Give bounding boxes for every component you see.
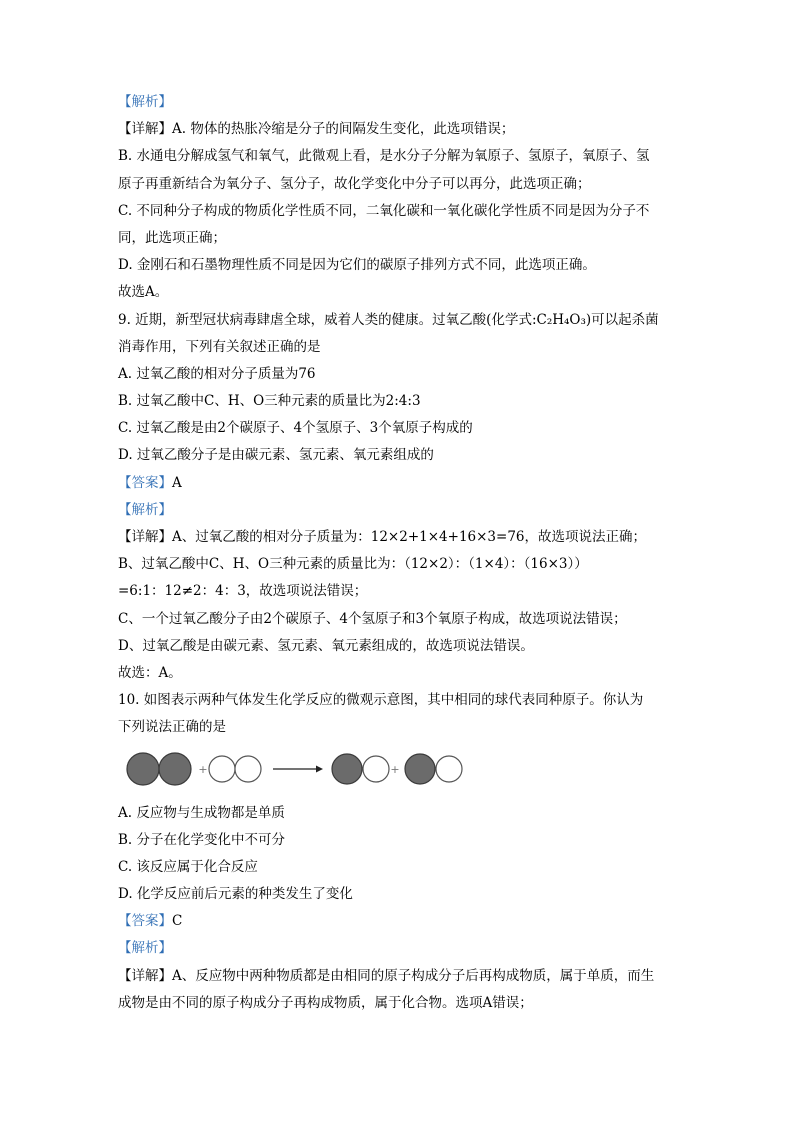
q9-option-d: D. 过氧乙酸分子是由碳元素、氢元素、氧元素组成的 xyxy=(118,447,434,464)
detail-label: 【详解】 xyxy=(118,121,172,138)
answer-value: C xyxy=(172,913,183,930)
q10-option-a: A. 反应物与生成物都是单质 xyxy=(118,804,285,821)
q9-option-b: B. 过氧乙酸中C、H、O三种元素的质量比为2:4:3 xyxy=(118,393,421,410)
q8-detail-line: B. 水通电分解成氢气和氧气，此微观上看，是水分子分解为氧原子、氢原子，氧原子、氢 xyxy=(118,148,650,165)
light-atom xyxy=(363,756,389,782)
dark-atom xyxy=(332,754,362,784)
plus-sign: + xyxy=(198,762,208,776)
q8-detail-line xyxy=(118,116,718,143)
q9-answer xyxy=(118,470,718,497)
detail-text: A、反应物中两种物质都是由相同的原子构成分子后再构成物质，属于单质，而生 xyxy=(172,967,655,984)
answer-label: 【答案】 xyxy=(118,474,172,491)
q9-detail-line: D、过氧乙酸是由碳元素、氢元素、氧元素组成的，故选项说法错误。 xyxy=(118,637,534,654)
answer-value: A xyxy=(172,474,182,491)
reaction-diagram-svg xyxy=(118,742,478,800)
reaction-arrow-head xyxy=(316,765,323,772)
light-atom xyxy=(436,756,462,782)
q10-option-c: C. 该反应属于化合反应 xyxy=(118,858,258,875)
analysis-label: 【解析】 xyxy=(118,94,172,110)
q9-stem-line: 9. 近期，新型冠状病毒肆虐全球，威着人类的健康。过氧乙酸(化学式:C₂H₄O₃)可以起杀菌 xyxy=(118,311,659,328)
detail-text: A. 物体的热胀冷缩是分子的间隔发生变化，此选项错误； xyxy=(172,121,515,138)
q8-detail-line: C. 不同种分子构成的物质化学性质不同，二氧化碳和一氧化碳化学性质不同是因为分子不 xyxy=(118,202,650,219)
q9-analysis-heading xyxy=(118,497,718,524)
detail-label: 【详解】 xyxy=(118,529,172,545)
q9-stem-line: 消毒作用，下列有关叙述正确的是 xyxy=(118,338,321,355)
analysis-label: 【解析】 xyxy=(118,940,172,957)
q10-detail-line xyxy=(118,963,718,990)
q10-option-d: D. 化学反应前后元素的种类发生了变化 xyxy=(118,886,353,903)
q10-option-b: B. 分子在化学变化中不可分 xyxy=(118,831,286,848)
q8-analysis-heading xyxy=(118,89,718,116)
q10-stem-line: 10. 如图表示两种气体发生化学反应的微观示意图，其中相同的球代表同种原子。你认为 xyxy=(118,692,644,709)
q9-detail-line: C、一个过氧乙酸分子由2个碳原子、4个氢原子和3个氧原子构成，故选项说法错误； xyxy=(118,610,627,627)
q9-option-c: C. 过氧乙酸是由2个碳原子、4个氢原子、3个氧原子构成的 xyxy=(118,420,473,437)
reaction-diagram xyxy=(118,742,718,800)
detail-label: 【详解】 xyxy=(118,967,172,984)
light-atom xyxy=(235,756,261,782)
q10-answer xyxy=(118,908,718,935)
dark-atom xyxy=(405,754,435,784)
q8-detail-line: 同，此选项正确； xyxy=(118,229,226,246)
q10-stem-line: 下列说法正确的是 xyxy=(118,719,226,736)
q10-analysis-heading xyxy=(118,935,718,962)
q9-conclusion: 故选：A。 xyxy=(118,664,182,681)
answer-label: 【答案】 xyxy=(118,913,172,930)
q8-detail-line: 原子再重新结合为氧分子、氢分子，故化学变化中分子可以再分，此选项正确； xyxy=(118,175,591,192)
detail-text: A、过氧乙酸的相对分子质量为：12×2+1×4+16×3=76，故选项说法正确； xyxy=(172,529,647,545)
q10-detail-line: 成物是由不同的原子构成分子再构成物质，属于化合物。选项A错误； xyxy=(118,994,533,1011)
q8-conclusion: 故选A。 xyxy=(118,284,169,301)
content-column xyxy=(118,89,718,1017)
dark-atom xyxy=(127,753,159,785)
light-atom xyxy=(209,756,235,782)
dark-atom xyxy=(159,753,191,785)
plus-sign: + xyxy=(390,762,400,776)
q9-detail-line xyxy=(118,524,718,551)
q9-option-a: A. 过氧乙酸的相对分子质量为76 xyxy=(118,365,316,382)
q9-detail-line: B、过氧乙酸中C、H、O三种元素的质量比为：（12×2）：（1×4）：（16×3）） xyxy=(118,556,588,573)
analysis-label: 【解析】 xyxy=(118,501,172,518)
q9-detail-line: =6:1：12≠2：4：3，故选项说法错误； xyxy=(118,583,368,600)
q8-detail-line: D. 金刚石和石墨物理性质不同是因为它们的碳原子排列方式不同，此选项正确。 xyxy=(118,257,596,274)
